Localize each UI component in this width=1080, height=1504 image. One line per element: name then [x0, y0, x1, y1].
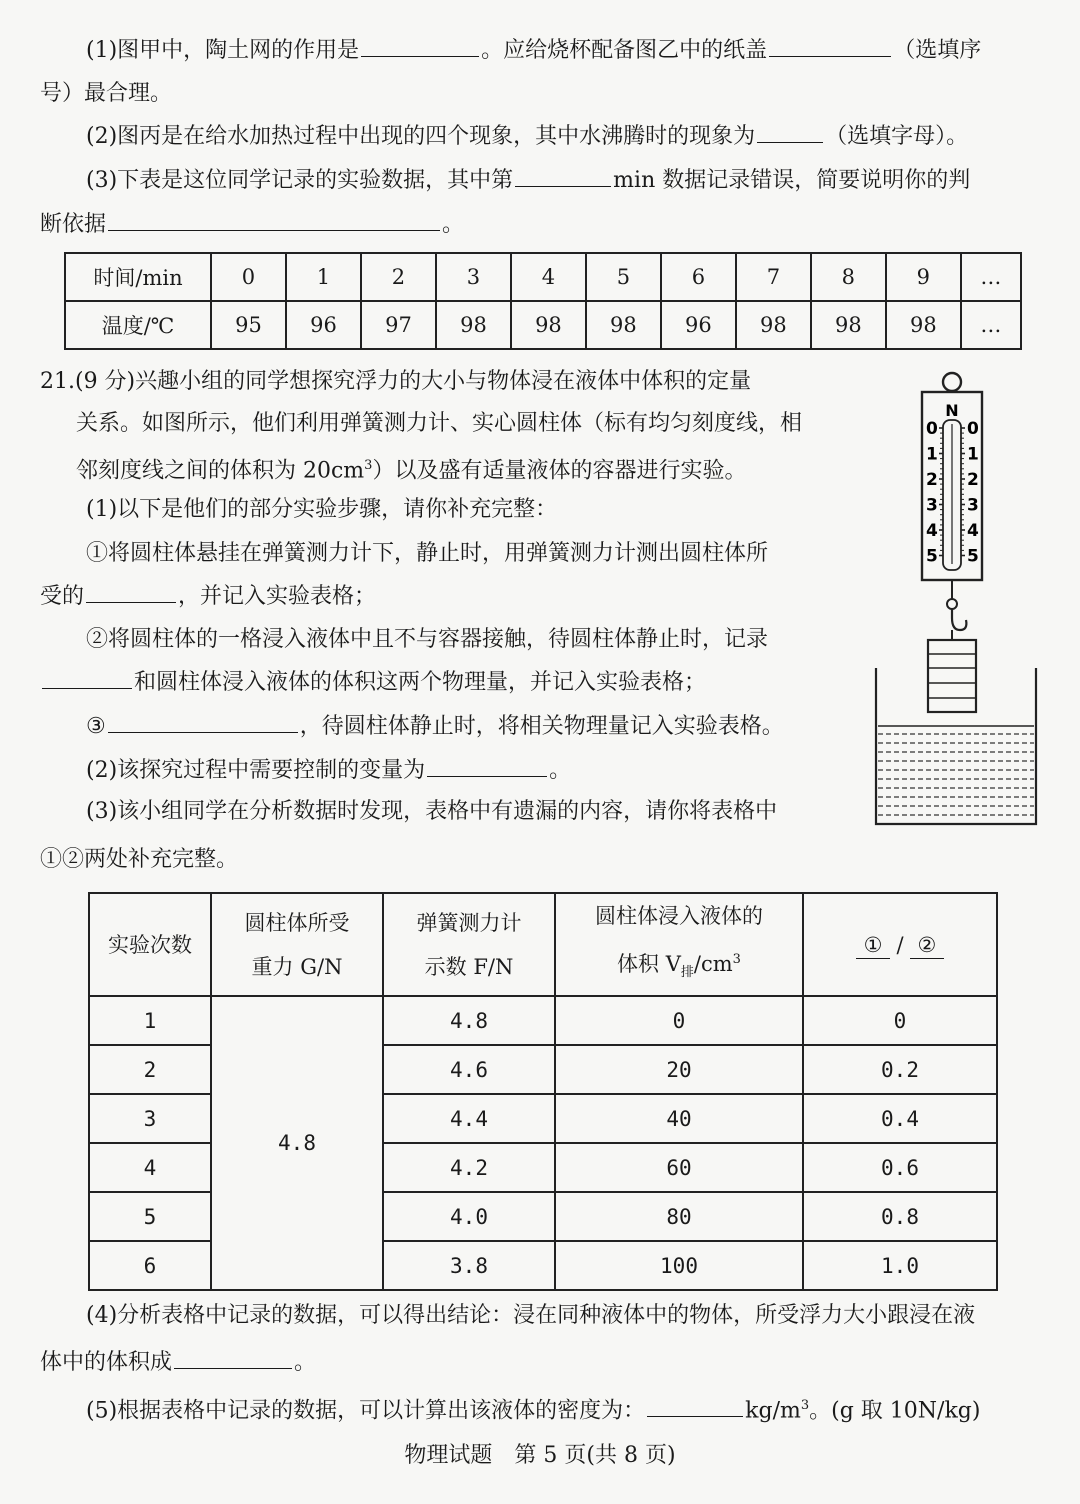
q21-part2-text: 。: [549, 758, 572, 783]
temperature-table: [64, 252, 1022, 350]
q21-intro-text: ）以及盛有适量液体的容器进行实验。: [372, 458, 747, 484]
answer-blank[interactable]: [42, 666, 132, 689]
scale-number: 3: [967, 495, 979, 516]
table-cell: 5: [586, 253, 661, 301]
q20-part1-text-a: (1)图甲中，陶土网的作用是: [86, 38, 360, 63]
scale-unit-label: N: [945, 401, 959, 420]
table-row-label: 温度/℃: [65, 301, 211, 349]
header-text: 示数 F/N: [424, 954, 514, 979]
table-cell: 98: [511, 301, 586, 349]
table-row-label: 时间/min: [65, 253, 211, 301]
q21-part4-line2: [40, 1346, 316, 1379]
q21-step3-line: [86, 710, 784, 743]
cell-reading: 4.6: [383, 1045, 555, 1094]
cell-volume: 0: [555, 996, 803, 1045]
cell-trial: 5: [89, 1192, 211, 1241]
cell-weight: 4.8: [211, 996, 383, 1290]
scale-number: 2: [967, 470, 979, 490]
cell-volume: 80: [555, 1192, 803, 1241]
q21-part5-text: kg/m: [745, 1398, 801, 1424]
answer-blank[interactable]: [769, 34, 891, 57]
table-cell: 98: [736, 301, 811, 349]
q20-part3-text-c: 断依据: [40, 212, 107, 237]
table-cell: 96: [661, 301, 736, 349]
q20-part3-line2: [40, 208, 464, 241]
table-cell: 0: [211, 253, 286, 301]
q20-part3-line: [86, 164, 970, 197]
q21-part4-text: (4)分析表格中记录的数据，可以得出结论：浸在同种液体中的物体，所受浮力大小跟浸在液: [86, 1303, 976, 1328]
cell-volume: 100: [555, 1241, 803, 1290]
cell-trial: 3: [89, 1094, 211, 1143]
header-volume: [555, 893, 803, 996]
time-row: [65, 253, 1021, 301]
scale-number: 5: [926, 546, 938, 567]
q21-step3-text: ，待圆柱体静止时，将相关物理量记入实验表格。: [299, 714, 784, 739]
q20-part1-text-b: 。应给烧杯配备图乙中的纸盖: [481, 38, 768, 63]
header-weight: [211, 893, 383, 996]
table-cell: 2: [361, 253, 436, 301]
scale-number: 0: [926, 419, 938, 439]
cell-reading: 4.2: [383, 1143, 555, 1192]
scale-ring: [943, 373, 961, 391]
q21-part2-line: [86, 754, 571, 787]
table-cell: 7: [736, 253, 811, 301]
table-cell: 3: [436, 253, 511, 301]
table-cell: 98: [886, 301, 961, 349]
q20-part3-text-a: (3)下表是这位同学记录的实验数据，其中第: [86, 168, 514, 193]
scale-number: 1: [926, 444, 938, 465]
q20-part3-text-b: min 数据记录错误，简要说明你的判: [613, 168, 971, 193]
subscript: 排: [680, 965, 694, 981]
q20-part1-text-d: 号）最合理。: [40, 81, 173, 106]
table-row: [89, 996, 997, 1045]
table-cell: 97: [361, 301, 436, 349]
table-header-row: [89, 893, 997, 996]
q21-part3-text: (3)该小组同学在分析数据时发现，表格中有遗漏的内容，请你将表格中: [86, 799, 778, 824]
answer-blank[interactable]: [86, 580, 176, 603]
table-cell: 98: [811, 301, 886, 349]
scale-number: 5: [967, 546, 979, 567]
q21-step1-text: ①将圆柱体悬挂在弹簧测力计下，静止时，用弹簧测力计测出圆柱体所: [86, 541, 769, 566]
table-cell: 98: [436, 301, 511, 349]
answer-blank[interactable]: [108, 710, 298, 733]
q21-step3-text: ③: [86, 714, 106, 739]
answer-blank-2[interactable]: ②: [910, 932, 945, 959]
scale-number: 4: [926, 521, 938, 541]
superscript: 3: [364, 458, 373, 473]
header-slash: /: [896, 932, 904, 957]
table-cell: 6: [661, 253, 736, 301]
header-text: 实验次数: [108, 932, 192, 957]
header-reading: [383, 893, 555, 996]
scale-hook-ring: [947, 599, 957, 609]
cell-derived: 0: [803, 996, 997, 1045]
cell-trial: 4: [89, 1143, 211, 1192]
table-cell: …: [961, 301, 1021, 349]
table-cell: …: [961, 253, 1021, 301]
table-cell: 1: [286, 253, 361, 301]
q21-intro-text: 邻刻度线之间的体积为 20cm: [76, 458, 365, 484]
q20-part1-text-c: （选填序: [893, 38, 982, 63]
scale-number: 1: [967, 444, 979, 465]
q20-part2-line: [86, 120, 968, 153]
cell-trial: 6: [89, 1241, 211, 1290]
q21-part4-text: 体中的体积成: [40, 1350, 173, 1375]
buoyancy-table: [88, 892, 998, 1291]
q21-step1-line2: [40, 580, 376, 613]
cell-volume: 40: [555, 1094, 803, 1143]
header-text: 圆柱体浸入液体的: [595, 904, 763, 928]
cell-derived: 0.6: [803, 1143, 997, 1192]
q21-intro-line2: 关系。如图所示，他们利用弹簧测力计、实心圆柱体（标有均匀刻度线，相: [76, 411, 803, 436]
header-blank: [803, 893, 997, 996]
q21-part2-text: (2)该探究过程中需要控制的变量为: [86, 758, 426, 783]
answer-blank[interactable]: [108, 208, 440, 231]
q21-step2-line2: [40, 666, 706, 699]
cell-reading: 4.0: [383, 1192, 555, 1241]
q21-step2-text: 和圆柱体浸入液体的体积这两个物理量，并记入实验表格；: [134, 670, 707, 695]
cell-derived: 1.0: [803, 1241, 997, 1290]
temperature-row: [65, 301, 1021, 349]
spring-scale-figure: [870, 368, 1070, 830]
hook-icon: [952, 609, 966, 630]
table-cell: 9: [886, 253, 961, 301]
header-text: 圆柱体所受: [244, 910, 350, 935]
cell-reading: 3.8: [383, 1241, 555, 1290]
header-text: 重力 G/N: [251, 954, 343, 979]
header-text: 体积 V: [617, 952, 681, 976]
superscript: 3: [732, 952, 741, 967]
q21-part4-text: 。: [294, 1350, 317, 1375]
q21-step1-text: 受的: [40, 584, 85, 609]
table-cell: 96: [286, 301, 361, 349]
table-cell: 8: [811, 253, 886, 301]
scale-number: 4: [967, 521, 979, 541]
q21-part3-text: ①②两处补充完整。: [40, 847, 239, 872]
q21-part5-text: (5)根据表格中记录的数据，可以计算出该液体的密度为：: [86, 1398, 646, 1424]
header-text: 弹簧测力计: [416, 910, 522, 935]
cylinder: [928, 640, 976, 712]
cell-derived: 0.2: [803, 1045, 997, 1094]
table-cell: 95: [211, 301, 286, 349]
cell-reading: 4.4: [383, 1094, 555, 1143]
table-cell: 98: [586, 301, 661, 349]
q20-part3-text-d: 。: [442, 212, 465, 237]
superscript: 3: [800, 1398, 810, 1413]
q20-part1-line: [86, 34, 981, 67]
q20-part2-text-a: (2)图丙是在给水加热过程中出现的四个现象，其中水沸腾时的现象为: [86, 124, 756, 149]
table-cell: 4: [511, 253, 586, 301]
page-footer: 物理试题 第 5 页(共 8 页): [404, 1443, 676, 1468]
q21-part5-line: [86, 1390, 980, 1427]
q21-part1-heading: (1)以下是他们的部分实验步骤，请你补充完整：: [86, 497, 558, 522]
header-trial: [89, 893, 211, 996]
answer-blank[interactable]: [757, 120, 823, 143]
cell-trial: 2: [89, 1045, 211, 1094]
cell-volume: 60: [555, 1143, 803, 1192]
q20-part2-text-b: （选填字母）。: [825, 124, 969, 149]
scale-number: 3: [926, 495, 938, 516]
cell-derived: 0.4: [803, 1094, 997, 1143]
cell-volume: 20: [555, 1045, 803, 1094]
header-text: /cm: [693, 952, 733, 976]
q21-step2-text: ②将圆柱体的一格浸入液体中且不与容器接触，待圆柱体静止时，记录: [86, 627, 769, 652]
answer-blank[interactable]: [647, 1394, 743, 1417]
answer-blank[interactable]: [174, 1346, 292, 1369]
answer-blank[interactable]: [427, 754, 547, 777]
cell-trial: 1: [89, 996, 211, 1045]
answer-blank[interactable]: [361, 34, 479, 57]
cell-derived: 0.8: [803, 1192, 997, 1241]
answer-blank[interactable]: [515, 164, 611, 187]
liquid: [878, 726, 1034, 815]
answer-blank-1[interactable]: ①: [856, 932, 891, 959]
q21-part5-text: 。(g 取 10N/kg): [809, 1398, 981, 1424]
scale-number: 0: [967, 419, 979, 439]
q21-intro-line1: 21.(9 分)兴趣小组的同学想探究浮力的大小与物体浸在液体中体积的定量: [40, 369, 752, 394]
scale-number: 2: [926, 470, 938, 490]
q21-step1-text: ，并记入实验表格；: [178, 584, 377, 609]
q21-intro-line3: [76, 450, 746, 487]
cell-reading: 4.8: [383, 996, 555, 1045]
